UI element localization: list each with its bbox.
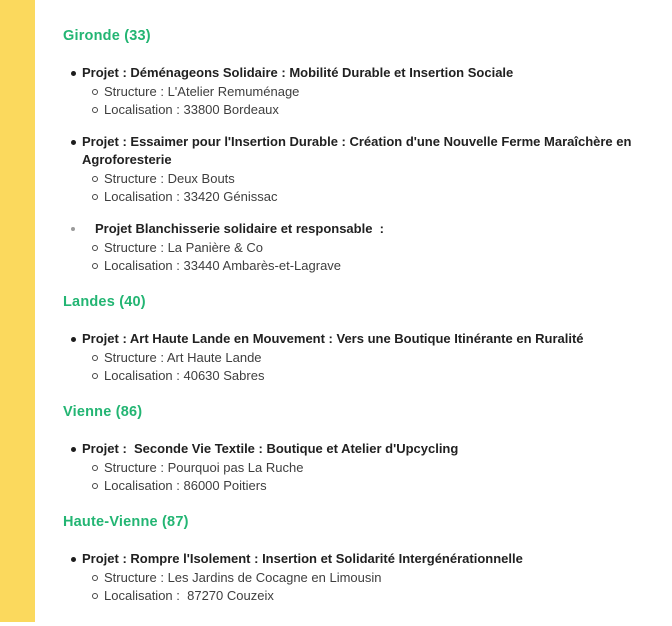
section-heading: Landes (40) xyxy=(63,294,146,310)
disc-bullet-icon xyxy=(71,557,76,562)
disc-bullet-icon xyxy=(71,227,75,231)
circle-bullet-icon xyxy=(92,593,98,599)
circle-bullet-icon xyxy=(92,355,98,361)
project-item xyxy=(63,440,668,494)
project-item xyxy=(63,64,668,118)
project-structure: Structure : L'Atelier Remuménage xyxy=(104,84,300,99)
section-heading: Haute-Vienne (87) xyxy=(63,514,189,530)
structure-row xyxy=(63,569,668,586)
circle-bullet-icon xyxy=(92,483,98,489)
disc-bullet-icon xyxy=(71,140,76,145)
circle-bullet-icon xyxy=(92,194,98,200)
project-title-row xyxy=(63,133,668,169)
project-title: Projet : Rompre l'Isolement : Insertion et Solidarité Intergénérationnelle xyxy=(82,551,523,566)
structure-row xyxy=(63,170,668,187)
project-item xyxy=(63,133,668,205)
disc-bullet-icon xyxy=(71,71,76,76)
disc-bullet-icon xyxy=(71,447,76,452)
project-structure: Structure : Art Haute Lande xyxy=(104,350,262,365)
section-landes xyxy=(63,293,668,384)
document-content xyxy=(63,27,668,623)
structure-row xyxy=(63,83,668,100)
localisation-row xyxy=(63,257,668,274)
structure-row xyxy=(63,459,668,476)
circle-bullet-icon xyxy=(92,107,98,113)
localisation-row xyxy=(63,101,668,118)
project-localisation: Localisation : 33440 Ambarès-et-Lagrave xyxy=(104,258,342,273)
circle-bullet-icon xyxy=(92,89,98,95)
left-accent-bar xyxy=(0,0,35,622)
project-structure: Structure : Deux Bouts xyxy=(104,171,235,186)
project-localisation: Localisation : 40630 Sabres xyxy=(104,368,265,383)
circle-bullet-icon xyxy=(92,575,98,581)
localisation-row xyxy=(63,477,668,494)
project-title-row xyxy=(63,64,668,82)
project-title: Projet : Art Haute Lande en Mouvement : Vers une Boutique Itinérante en Ruralité xyxy=(82,331,584,346)
circle-bullet-icon xyxy=(92,465,98,471)
section-haute-vienne xyxy=(63,513,668,604)
localisation-row xyxy=(63,587,668,604)
project-structure: Structure : La Panière & Co xyxy=(104,240,263,255)
project-title-row xyxy=(63,220,668,238)
section-heading: Gironde (33) xyxy=(63,28,151,44)
project-title-row xyxy=(63,330,668,348)
project-title-row xyxy=(63,550,668,568)
project-title: Projet : Seconde Vie Textile : Boutique et Atelier d'Upcycling xyxy=(82,441,459,456)
project-structure: Structure : Les Jardins de Cocagne en Limousin xyxy=(104,570,382,585)
project-item xyxy=(63,330,668,384)
section-heading: Vienne (86) xyxy=(63,404,143,420)
project-title: Projet Blanchisserie solidaire et responsable : xyxy=(95,221,384,236)
circle-bullet-icon xyxy=(92,245,98,251)
structure-row xyxy=(63,349,668,366)
project-localisation: Localisation : 87270 Couzeix xyxy=(104,588,274,603)
project-localisation: Localisation : 33800 Bordeaux xyxy=(104,102,279,117)
section-vienne xyxy=(63,403,668,494)
project-title: Projet : Essaimer pour l'Insertion Durable : Création d'une Nouvelle Ferme Maraîchère en Agroforesterie xyxy=(82,134,635,167)
project-localisation: Localisation : 86000 Poitiers xyxy=(104,478,267,493)
project-item xyxy=(63,550,668,604)
disc-bullet-icon xyxy=(71,337,76,342)
circle-bullet-icon xyxy=(92,176,98,182)
project-title-row xyxy=(63,440,668,458)
project-localisation: Localisation : 33420 Génissac xyxy=(104,189,278,204)
project-title: Projet : Déménageons Solidaire : Mobilité Durable et Insertion Sociale xyxy=(82,65,514,80)
circle-bullet-icon xyxy=(92,373,98,379)
project-item xyxy=(63,220,668,274)
localisation-row xyxy=(63,367,668,384)
section-gironde xyxy=(63,27,668,274)
project-structure: Structure : Pourquoi pas La Ruche xyxy=(104,460,304,475)
circle-bullet-icon xyxy=(92,263,98,269)
localisation-row xyxy=(63,188,668,205)
structure-row xyxy=(63,239,668,256)
